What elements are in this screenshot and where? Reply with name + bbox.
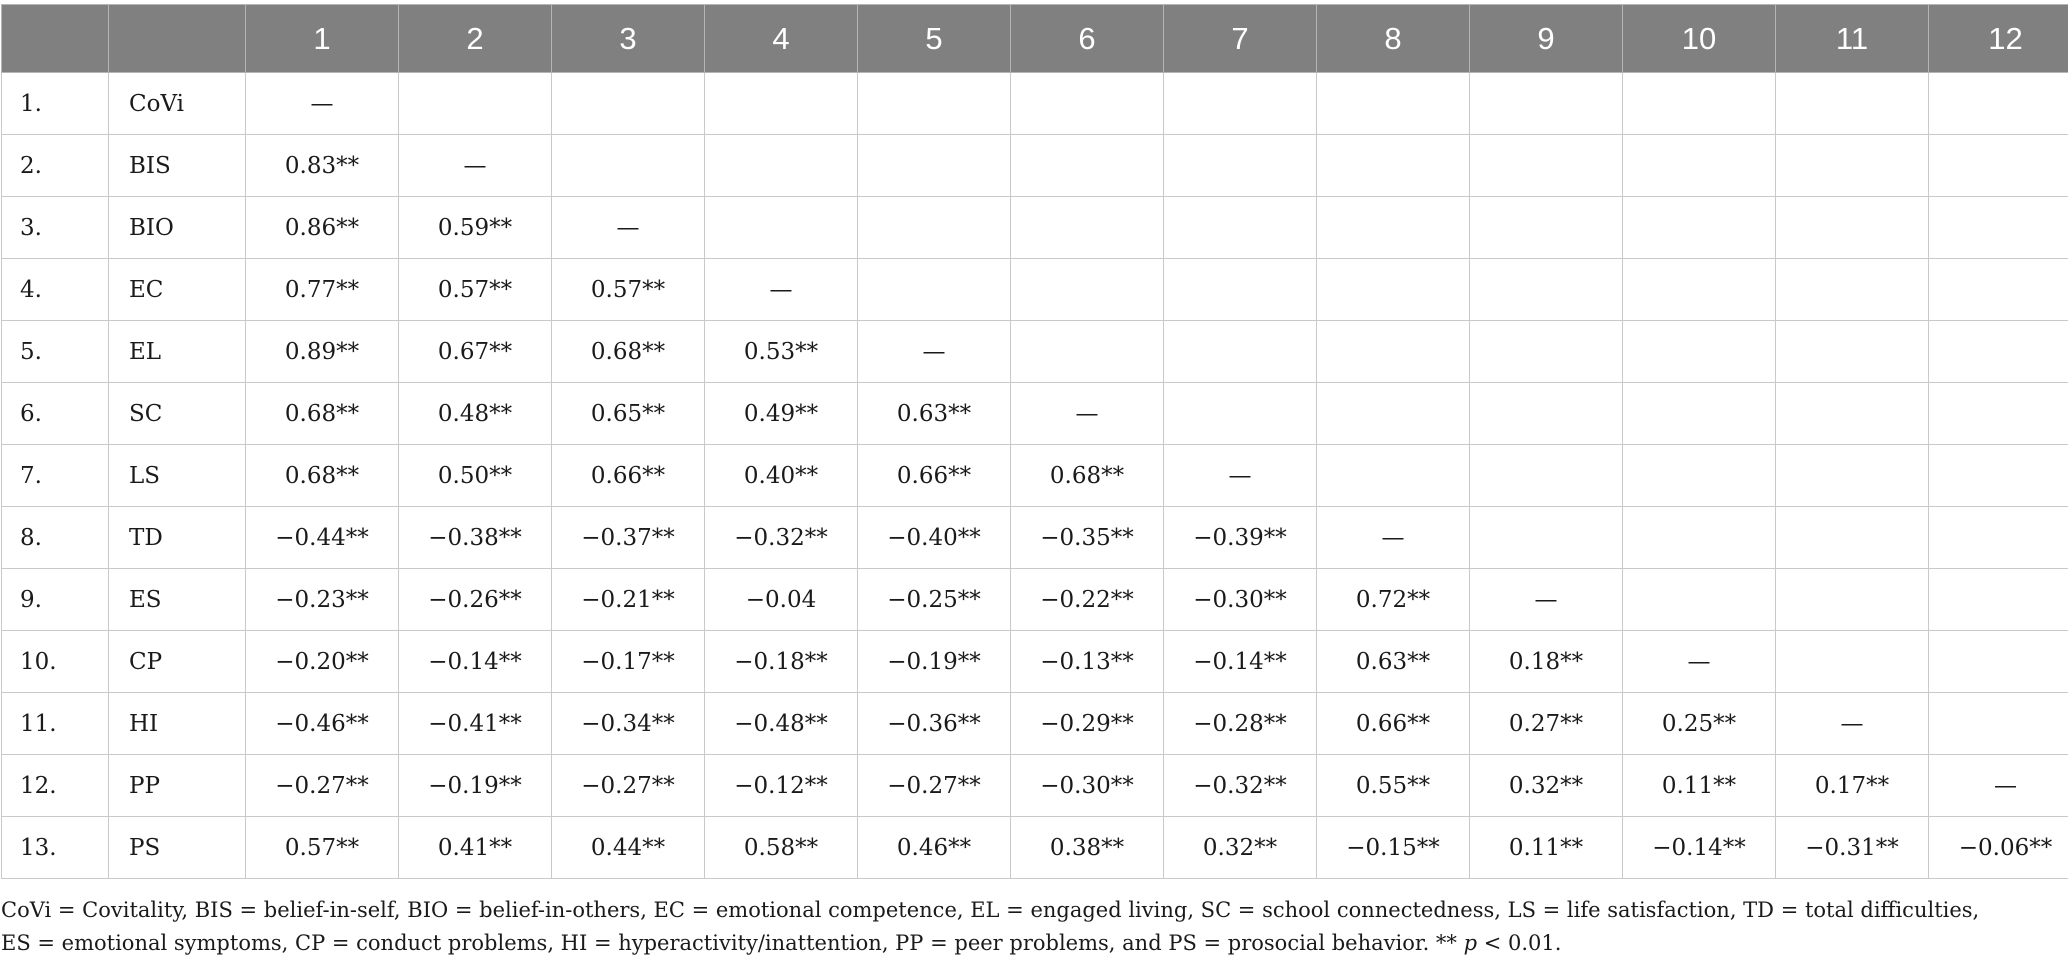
correlation-cell: 0.57** bbox=[246, 817, 399, 879]
correlation-cell: — bbox=[1776, 693, 1929, 755]
correlation-cell bbox=[1929, 259, 2068, 321]
table-row bbox=[2, 693, 2068, 755]
correlation-cell bbox=[1011, 197, 1164, 259]
correlation-cell: 0.48** bbox=[399, 383, 552, 445]
correlation-cell: 0.50** bbox=[399, 445, 552, 507]
correlation-cell: 0.68** bbox=[1011, 445, 1164, 507]
correlation-cell bbox=[1470, 197, 1623, 259]
correlation-cell: — bbox=[1929, 755, 2068, 817]
correlation-cell: 0.49** bbox=[705, 383, 858, 445]
correlation-cell bbox=[1929, 507, 2068, 569]
correlation-cell: −0.31** bbox=[1776, 817, 1929, 879]
table-row bbox=[2, 197, 2068, 259]
correlation-cell: 0.32** bbox=[1164, 817, 1317, 879]
correlation-cell: −0.27** bbox=[246, 755, 399, 817]
correlation-cell bbox=[1164, 321, 1317, 383]
correlation-cell: — bbox=[1317, 507, 1470, 569]
correlation-cell bbox=[1929, 569, 2068, 631]
row-variable-label: ES bbox=[109, 569, 246, 631]
correlation-cell bbox=[1470, 259, 1623, 321]
correlation-cell bbox=[552, 73, 705, 135]
table-row bbox=[2, 383, 2068, 445]
correlation-cell: — bbox=[1011, 383, 1164, 445]
correlation-cell bbox=[1929, 135, 2068, 197]
table-row bbox=[2, 507, 2068, 569]
correlation-cell bbox=[1470, 507, 1623, 569]
footnote-abbrev-text: ES = emotional symptoms, CP = conduct problems, HI = hyperactivity/inattention, PP = peer problems, and PS = prosocial behavior. ** bbox=[1, 931, 1464, 955]
row-variable-label: EL bbox=[109, 321, 246, 383]
correlation-cell: 0.68** bbox=[246, 445, 399, 507]
correlation-cell: 0.53** bbox=[705, 321, 858, 383]
correlation-cell bbox=[1929, 321, 2068, 383]
correlation-cell: −0.39** bbox=[1164, 507, 1317, 569]
table-row bbox=[2, 259, 2068, 321]
row-number: 2. bbox=[2, 135, 109, 197]
correlation-cell bbox=[1317, 445, 1470, 507]
correlation-cell bbox=[1623, 73, 1776, 135]
row-variable-label: HI bbox=[109, 693, 246, 755]
row-variable-label: PS bbox=[109, 817, 246, 879]
column-header-2: 2 bbox=[399, 5, 552, 73]
row-number: 12. bbox=[2, 755, 109, 817]
correlation-cell bbox=[705, 197, 858, 259]
correlation-cell: 0.83** bbox=[246, 135, 399, 197]
correlation-cell: −0.28** bbox=[1164, 693, 1317, 755]
column-header-10: 10 bbox=[1623, 5, 1776, 73]
row-number: 7. bbox=[2, 445, 109, 507]
correlation-cell: −0.21** bbox=[552, 569, 705, 631]
table-row bbox=[2, 569, 2068, 631]
header-corner-index bbox=[2, 5, 109, 73]
correlation-cell bbox=[858, 135, 1011, 197]
correlation-cell: 0.32** bbox=[1470, 755, 1623, 817]
footnote-line-1: CoVi = Covitality, BIS = belief-in-self, BIO = belief-in-others, EC = emotional competence, EL = engaged living, SC = school connectedness, LS = life satisfaction, TD = total difficulties, bbox=[1, 898, 1980, 922]
correlation-cell: 0.89** bbox=[246, 321, 399, 383]
correlation-cell bbox=[1164, 135, 1317, 197]
correlation-cell: 0.68** bbox=[246, 383, 399, 445]
correlation-cell: −0.37** bbox=[552, 507, 705, 569]
row-number: 13. bbox=[2, 817, 109, 879]
row-variable-label: BIS bbox=[109, 135, 246, 197]
footnote-p-symbol: p bbox=[1463, 931, 1478, 955]
correlation-cell: 0.18** bbox=[1470, 631, 1623, 693]
table-row bbox=[2, 321, 2068, 383]
column-header-9: 9 bbox=[1470, 5, 1623, 73]
table-row bbox=[2, 817, 2068, 879]
correlation-cell: 0.46** bbox=[858, 817, 1011, 879]
correlation-cell: −0.30** bbox=[1011, 755, 1164, 817]
correlation-cell: 0.41** bbox=[399, 817, 552, 879]
correlation-cell bbox=[1776, 445, 1929, 507]
correlation-cell bbox=[1317, 383, 1470, 445]
correlation-cell bbox=[1317, 197, 1470, 259]
correlation-cell: −0.19** bbox=[858, 631, 1011, 693]
table-row bbox=[2, 445, 2068, 507]
correlation-cell bbox=[1011, 73, 1164, 135]
correlation-cell: −0.32** bbox=[705, 507, 858, 569]
correlation-cell: −0.40** bbox=[858, 507, 1011, 569]
correlation-cell: −0.14** bbox=[399, 631, 552, 693]
table-footnote bbox=[1, 894, 2041, 960]
correlation-cell: −0.13** bbox=[1011, 631, 1164, 693]
column-header-4: 4 bbox=[705, 5, 858, 73]
correlation-cell: −0.26** bbox=[399, 569, 552, 631]
correlation-cell: 0.17** bbox=[1776, 755, 1929, 817]
correlation-cell: 0.86** bbox=[246, 197, 399, 259]
correlation-cell: −0.06** bbox=[1929, 817, 2068, 879]
correlation-cell: 0.44** bbox=[552, 817, 705, 879]
table-row bbox=[2, 135, 2068, 197]
correlation-cell bbox=[1470, 383, 1623, 445]
correlation-cell bbox=[1317, 259, 1470, 321]
correlation-cell bbox=[1776, 321, 1929, 383]
correlation-cell: 0.63** bbox=[1317, 631, 1470, 693]
row-number: 5. bbox=[2, 321, 109, 383]
row-variable-label: PP bbox=[109, 755, 246, 817]
column-header-12: 12 bbox=[1929, 5, 2068, 73]
correlation-cell: −0.38** bbox=[399, 507, 552, 569]
correlation-cell: 0.38** bbox=[1011, 817, 1164, 879]
correlation-cell bbox=[1929, 693, 2068, 755]
correlation-cell bbox=[705, 73, 858, 135]
correlation-cell bbox=[1623, 569, 1776, 631]
correlation-cell: 0.65** bbox=[552, 383, 705, 445]
row-number: 11. bbox=[2, 693, 109, 755]
correlation-cell: 0.68** bbox=[552, 321, 705, 383]
correlation-cell: 0.63** bbox=[858, 383, 1011, 445]
correlation-cell bbox=[1623, 259, 1776, 321]
correlation-cell bbox=[399, 73, 552, 135]
correlation-cell bbox=[1317, 321, 1470, 383]
correlation-cell: — bbox=[552, 197, 705, 259]
correlation-cell: −0.44** bbox=[246, 507, 399, 569]
correlation-cell: — bbox=[1470, 569, 1623, 631]
correlation-cell: 0.11** bbox=[1470, 817, 1623, 879]
correlation-cell: −0.15** bbox=[1317, 817, 1470, 879]
correlation-cell: — bbox=[858, 321, 1011, 383]
correlation-cell: −0.35** bbox=[1011, 507, 1164, 569]
row-number: 9. bbox=[2, 569, 109, 631]
correlation-cell: 0.57** bbox=[552, 259, 705, 321]
correlation-cell: 0.66** bbox=[552, 445, 705, 507]
correlation-cell bbox=[1776, 197, 1929, 259]
correlation-cell: −0.19** bbox=[399, 755, 552, 817]
correlation-cell bbox=[1623, 135, 1776, 197]
correlation-cell: −0.18** bbox=[705, 631, 858, 693]
correlation-cell: — bbox=[1623, 631, 1776, 693]
row-variable-label: TD bbox=[109, 507, 246, 569]
correlation-cell: 0.55** bbox=[1317, 755, 1470, 817]
correlation-cell: — bbox=[1164, 445, 1317, 507]
correlation-cell bbox=[1470, 135, 1623, 197]
column-header-11: 11 bbox=[1776, 5, 1929, 73]
correlation-cell bbox=[858, 73, 1011, 135]
correlation-cell: −0.22** bbox=[1011, 569, 1164, 631]
correlation-cell: −0.32** bbox=[1164, 755, 1317, 817]
correlation-cell bbox=[1929, 631, 2068, 693]
correlation-cell: −0.46** bbox=[246, 693, 399, 755]
correlation-cell: 0.72** bbox=[1317, 569, 1470, 631]
correlation-cell bbox=[1776, 73, 1929, 135]
column-header-8: 8 bbox=[1317, 5, 1470, 73]
header-corner-variable bbox=[109, 5, 246, 73]
correlation-cell bbox=[1164, 73, 1317, 135]
correlation-cell: −0.20** bbox=[246, 631, 399, 693]
column-header-1: 1 bbox=[246, 5, 399, 73]
correlation-cell bbox=[552, 135, 705, 197]
correlation-cell bbox=[1164, 383, 1317, 445]
correlation-cell: −0.14** bbox=[1164, 631, 1317, 693]
correlation-cell bbox=[705, 135, 858, 197]
row-number: 4. bbox=[2, 259, 109, 321]
row-variable-label: SC bbox=[109, 383, 246, 445]
correlation-cell: −0.41** bbox=[399, 693, 552, 755]
row-number: 3. bbox=[2, 197, 109, 259]
correlation-cell: 0.11** bbox=[1623, 755, 1776, 817]
footnote-threshold: < 0.01. bbox=[1477, 931, 1562, 955]
table-header-row bbox=[2, 5, 2068, 73]
row-number: 1. bbox=[2, 73, 109, 135]
correlation-cell bbox=[858, 197, 1011, 259]
correlation-cell bbox=[1623, 197, 1776, 259]
row-number: 8. bbox=[2, 507, 109, 569]
row-variable-label: CP bbox=[109, 631, 246, 693]
correlation-cell bbox=[1623, 507, 1776, 569]
correlation-cell: −0.12** bbox=[705, 755, 858, 817]
correlation-cell: −0.48** bbox=[705, 693, 858, 755]
table-row bbox=[2, 631, 2068, 693]
correlation-cell: 0.77** bbox=[246, 259, 399, 321]
correlation-cell: 0.27** bbox=[1470, 693, 1623, 755]
correlation-cell bbox=[858, 259, 1011, 321]
correlation-cell bbox=[1164, 259, 1317, 321]
correlation-cell: −0.36** bbox=[858, 693, 1011, 755]
correlation-cell: 0.59** bbox=[399, 197, 552, 259]
correlation-cell bbox=[1623, 445, 1776, 507]
correlation-cell bbox=[1929, 445, 2068, 507]
correlation-cell: — bbox=[705, 259, 858, 321]
correlation-cell: −0.27** bbox=[858, 755, 1011, 817]
correlation-cell: 0.58** bbox=[705, 817, 858, 879]
correlation-cell bbox=[1011, 259, 1164, 321]
correlation-cell: 0.25** bbox=[1623, 693, 1776, 755]
correlation-cell bbox=[1776, 507, 1929, 569]
correlation-cell bbox=[1776, 259, 1929, 321]
correlation-cell bbox=[1470, 445, 1623, 507]
correlation-cell bbox=[1317, 135, 1470, 197]
footnote-line-2 bbox=[1, 927, 2041, 960]
correlation-cell bbox=[1011, 321, 1164, 383]
row-number: 10. bbox=[2, 631, 109, 693]
row-variable-label: CoVi bbox=[109, 73, 246, 135]
table-body bbox=[2, 73, 2068, 879]
correlation-cell bbox=[1470, 321, 1623, 383]
column-header-3: 3 bbox=[552, 5, 705, 73]
correlation-cell: −0.34** bbox=[552, 693, 705, 755]
table-row bbox=[2, 755, 2068, 817]
correlation-cell: −0.30** bbox=[1164, 569, 1317, 631]
correlation-cell bbox=[1011, 135, 1164, 197]
correlation-cell: 0.66** bbox=[1317, 693, 1470, 755]
correlation-cell bbox=[1164, 197, 1317, 259]
correlation-cell bbox=[1623, 383, 1776, 445]
correlation-cell bbox=[1776, 383, 1929, 445]
correlation-cell: 0.57** bbox=[399, 259, 552, 321]
correlation-table bbox=[1, 4, 2068, 879]
correlation-cell bbox=[1776, 631, 1929, 693]
row-variable-label: EC bbox=[109, 259, 246, 321]
correlation-cell: 0.40** bbox=[705, 445, 858, 507]
row-number: 6. bbox=[2, 383, 109, 445]
column-header-6: 6 bbox=[1011, 5, 1164, 73]
correlation-cell bbox=[1929, 197, 2068, 259]
correlation-cell: −0.27** bbox=[552, 755, 705, 817]
correlation-cell: — bbox=[399, 135, 552, 197]
column-header-5: 5 bbox=[858, 5, 1011, 73]
correlation-cell: −0.23** bbox=[246, 569, 399, 631]
correlation-cell bbox=[1470, 73, 1623, 135]
row-variable-label: LS bbox=[109, 445, 246, 507]
correlation-cell bbox=[1623, 321, 1776, 383]
correlation-cell: −0.29** bbox=[1011, 693, 1164, 755]
correlation-cell bbox=[1317, 73, 1470, 135]
correlation-cell: −0.25** bbox=[858, 569, 1011, 631]
row-variable-label: BIO bbox=[109, 197, 246, 259]
correlation-cell: 0.67** bbox=[399, 321, 552, 383]
correlation-cell bbox=[1776, 569, 1929, 631]
column-header-7: 7 bbox=[1164, 5, 1317, 73]
table-row bbox=[2, 73, 2068, 135]
correlation-cell: −0.14** bbox=[1623, 817, 1776, 879]
correlation-cell bbox=[1776, 135, 1929, 197]
correlation-cell bbox=[1929, 73, 2068, 135]
correlation-cell: −0.17** bbox=[552, 631, 705, 693]
correlation-cell: 0.66** bbox=[858, 445, 1011, 507]
correlation-cell: — bbox=[246, 73, 399, 135]
correlation-cell: −0.04 bbox=[705, 569, 858, 631]
correlation-cell bbox=[1929, 383, 2068, 445]
